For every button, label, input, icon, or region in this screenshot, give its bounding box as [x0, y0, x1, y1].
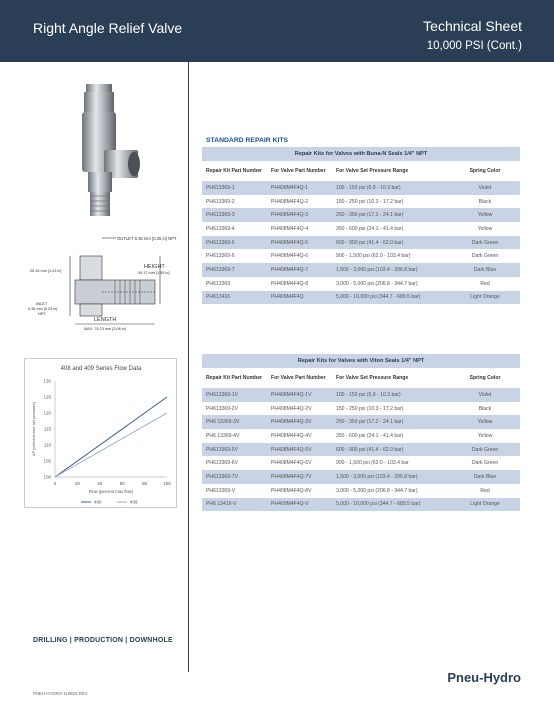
section-title: STANDARD REPAIR KITS	[206, 137, 289, 144]
table-cell: PH613369-3	[202, 208, 267, 222]
table-row	[202, 277, 520, 291]
flow-chart-svg	[25, 359, 178, 509]
table-cell: 150 - 250 psi (10.3 - 17.2 bar)	[332, 195, 450, 209]
table-row	[202, 470, 520, 484]
table-row	[202, 195, 520, 209]
table-cell: PH613369-5	[202, 236, 267, 250]
table-row	[202, 263, 520, 277]
series-line-408	[55, 397, 167, 477]
y-tick-label: 105	[43, 458, 51, 464]
column-header: Repair Kit Part Number	[202, 161, 267, 181]
table-cell: Black	[450, 402, 520, 416]
table-cell: PH408M4F4Q-1	[267, 181, 332, 195]
table-cell: PH613369-2V	[202, 402, 267, 416]
table-cell: 900 - 1,500 psi (62.0 - 103.4 bar	[332, 456, 450, 470]
pressure-subtitle: 10,000 PSI (Cont.)	[426, 40, 522, 52]
table-cell: PH613369-7V	[202, 470, 267, 484]
column-header: Spring Color	[450, 368, 520, 388]
table-row	[202, 498, 520, 512]
y-tick-label: 110	[43, 442, 51, 448]
table-cell: Violet	[450, 181, 520, 195]
table-cell: PH408M4F4Q-5	[267, 236, 332, 250]
length-value: MAX. 78.23 mm [3.08 in]	[84, 327, 126, 331]
column-header: For Valve Part Number	[267, 368, 332, 388]
length-label: LENGTH	[94, 317, 117, 323]
table-cell: PH408M4F4Q-4	[267, 222, 332, 236]
chart-title: 408 and 409 Series Flow Data	[60, 366, 142, 372]
column-header: Spring Color	[450, 161, 520, 181]
inlet-label-2: 6.35 mm [0.25 in]	[28, 307, 58, 311]
table-cell: Dark Blue	[450, 470, 520, 484]
table-cell: PH613369-7	[202, 263, 267, 277]
table-cell: Yellow	[450, 208, 520, 222]
table-cell: PH408M4F4Q-6	[267, 249, 332, 263]
table-cell: PH408M4F4Q-3V	[267, 415, 332, 429]
vertical-divider	[188, 62, 189, 672]
viton-repair-kit-table	[202, 354, 520, 511]
x-axis-label: Flow (percent max flow)	[88, 489, 134, 494]
table-cell: Dark Green	[450, 236, 520, 250]
table-cell: PH6 13416-V	[202, 498, 267, 512]
table-cell: Red	[450, 277, 520, 291]
table-row	[202, 236, 520, 250]
table-cell: PH6 13369-4V	[202, 429, 267, 443]
table-cell: PH408M4F4Q-8	[267, 277, 332, 291]
flow-data-chart	[24, 358, 177, 508]
table-row	[202, 388, 520, 402]
table-cell: 3,000 - 5,000 psi (206.8 - 344.7 bar)	[332, 277, 450, 291]
table-cell: PH613369-V	[202, 484, 267, 498]
table-cell: PH613369-1V	[202, 388, 267, 402]
table-cell: PH613369	[202, 277, 267, 291]
dimension-drawing	[20, 228, 185, 338]
table-row	[202, 222, 520, 236]
table-cell: Yellow	[450, 415, 520, 429]
table-cell: PH408M4F4Q-4V	[267, 429, 332, 443]
table-row	[202, 208, 520, 222]
y-tick-label: 115	[43, 426, 51, 432]
x-tick-label: 20	[74, 481, 80, 486]
technical-sheet-label: Technical Sheet	[423, 18, 522, 34]
table-cell: Black	[450, 195, 520, 209]
table-row	[202, 429, 520, 443]
document-code: PNEU-HYDRO-110824-REV	[33, 691, 88, 696]
table-row	[202, 249, 520, 263]
table-cell: 3,000 - 5,000 psi (206.8 - 344.7 bar)	[332, 484, 450, 498]
table-cell: PH408M4F4Q-7	[267, 263, 332, 277]
column-header: For Valve Set Pressure Range	[332, 368, 450, 388]
y-tick-label: 120	[43, 410, 51, 416]
table-cell: 250 - 350 psi (17.2 - 24.1 bar)	[332, 208, 450, 222]
table-caption: Repair Kits for Valves with Viton Seals 1/4" NPT	[202, 354, 520, 368]
table-cell: PH613369-6V	[202, 456, 267, 470]
table-cell: Red	[450, 484, 520, 498]
valve-product-image	[62, 80, 142, 225]
table-row	[202, 291, 520, 305]
table-cell: PH613369-5V	[202, 443, 267, 457]
table-cell: Yellow	[450, 222, 520, 236]
column-header: For Valve Set Pressure Range	[332, 161, 450, 181]
table-cell: Light Orange	[450, 291, 520, 305]
table-cell: 100 - 150 psi (6.9 - 10.3 bar)	[332, 388, 450, 402]
table-cell: Light Orange	[450, 498, 520, 512]
table-cell: 1,500 - 3,000 psi (103.4 - 206.8 bar)	[332, 263, 450, 277]
legend-label-408: 408	[94, 499, 102, 505]
table-cell: 900 - 1,500 psi (62.0 - 103.4 bar)	[332, 249, 450, 263]
table-cell: 600 - 900 psi (41.4 - 62.0 bar)	[332, 443, 450, 457]
table-cell: PH613416	[202, 291, 267, 305]
table-cell: 5,000 - 10,000 psi (344.7 - 689.5 bar)	[332, 291, 450, 305]
table-cell: Violet	[450, 388, 520, 402]
table-cell: PH409M4F4Q	[267, 291, 332, 305]
table-cell: PH408M4F4Q-2	[267, 195, 332, 209]
table-cell: 600 - 900 psi (41.4 - 62.0 bar)	[332, 236, 450, 250]
legend-label-409: 409	[130, 499, 138, 505]
y-tick-label: 100	[43, 474, 51, 480]
table-cell: PH408M4F4Q-3	[267, 208, 332, 222]
table-row	[202, 484, 520, 498]
table-cell: 5,000 - 10,000 psi (344.7 - 689.5 bar)	[332, 498, 450, 512]
table-row	[202, 456, 520, 470]
width-value: 26.16 mm [1.03 in]	[30, 269, 62, 273]
column-header: Repair Kit Part Number	[202, 368, 267, 388]
table-cell: PH6 13369-3V	[202, 415, 267, 429]
table-cell: PH408M4F4Q-1V	[267, 388, 332, 402]
column-header: For Valve Part Number	[267, 161, 332, 181]
table-row	[202, 402, 520, 416]
table-cell: 100 - 150 psi (6.9 - 10.3 bar)	[332, 181, 450, 195]
table-cell: PH408M4F4Q-6V	[267, 456, 332, 470]
table-cell: 150 - 250 psi (10.3 - 17.2 bar)	[332, 402, 450, 416]
table-cell: 350 - 600 psi (24.1 - 41.4 bar)	[332, 429, 450, 443]
page-title: Right Angle Relief Valve	[33, 20, 183, 36]
x-tick-label: 100	[163, 481, 171, 486]
table-cell: PH613369-4	[202, 222, 267, 236]
x-tick-label: 0	[53, 481, 57, 486]
table-cell: PH408M4F4Q-5V	[267, 443, 332, 457]
height-value: 39.37 mm [1.55 in]	[138, 271, 170, 275]
table-cell: Dark Green	[450, 456, 520, 470]
inlet-label-3: NPT	[38, 311, 46, 316]
table-caption: Repair Kits for Valves with Buna-N Seals 1/4" NPT	[202, 147, 520, 161]
table-cell: 250 - 350 psi (17.2 - 24.1 bar)	[332, 415, 450, 429]
y-axis-label: ΔP (percent over set pressure)	[31, 401, 36, 457]
y-tick-label: 125	[43, 394, 51, 400]
page-header	[0, 0, 554, 62]
table-cell: PH409M4F4Q-V	[267, 498, 332, 512]
table-cell: PH408M4F4Q-7V	[267, 470, 332, 484]
y-tick-label: 130	[43, 378, 51, 384]
x-tick-label: 60	[119, 481, 125, 486]
table-cell: Yellow	[450, 429, 520, 443]
table-cell: Dark Blue	[450, 263, 520, 277]
x-tick-label: 80	[142, 481, 148, 486]
footer-navigation: DRILLING | PRODUCTION | DOWNHOLE	[33, 637, 173, 644]
table-cell: 350 - 600 psi (24.1 - 41.4 bar)	[332, 222, 450, 236]
table-cell: PH408M4F4Q-8V	[267, 484, 332, 498]
table-cell: 1,500 - 3,000 psi (103.4 - 206.8 bar)	[332, 470, 450, 484]
brand-logo: Pneu-Hydro	[447, 670, 521, 685]
buna-n-repair-kit-table	[202, 147, 520, 304]
table-row	[202, 415, 520, 429]
x-tick-label: 40	[97, 481, 103, 486]
table-cell: PH613369-2	[202, 195, 267, 209]
inlet-label-1: INLET	[36, 301, 48, 306]
outlet-label: OUTLET 6.35 mm [0.25 in] NPT	[117, 236, 177, 241]
table-row	[202, 181, 520, 195]
table-cell: PH613369-6	[202, 249, 267, 263]
series-line-409	[55, 413, 167, 477]
height-label: HEIGHT	[144, 264, 165, 270]
table-cell: Dark Green	[450, 249, 520, 263]
table-cell: PH408M4F4Q-2V	[267, 402, 332, 416]
table-cell: PH613369-1	[202, 181, 267, 195]
table-cell: Dark Green	[450, 443, 520, 457]
table-row	[202, 443, 520, 457]
